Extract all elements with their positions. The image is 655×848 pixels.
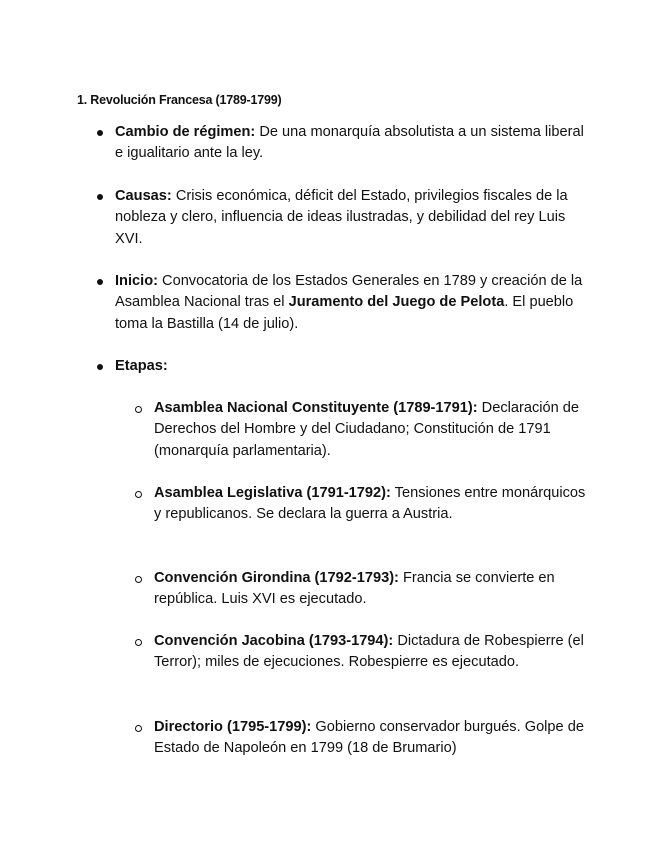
item-text: Convocatoria de los Estados Generales en 1789 y creación de la Asamblea Nacional tras el: [115, 273, 583, 311]
list-item-cambio: [115, 122, 585, 165]
bullet-circle-icon: [135, 576, 142, 583]
sub-item-text: Declaración de Derechos del Hombre y del Ciudadano; Constitución de 1791 (monarquía parlamentaria).: [154, 400, 580, 459]
item-text-2: . El pueblo toma la Bastilla (14 de julio).: [115, 294, 574, 332]
bullet-circle-icon: [135, 406, 142, 413]
sub-item-text: Francia se convierte en república. Luis XVI es ejecutado.: [154, 570, 555, 608]
sub-item-legislativa: [154, 483, 594, 526]
sub-item-constituyente: [154, 398, 594, 462]
item-bold: Cambio de régimen:: [115, 124, 256, 140]
sub-item-bold: Convención Jacobina (1793-1794):: [154, 633, 394, 649]
section-heading: 1. Revolución Francesa (1789-1799): [77, 93, 282, 107]
sub-item-text: Dictadura de Robespierre (el Terror); miles de ejecuciones. Robespierre es ejecutado.: [154, 633, 584, 671]
bullet-disc-icon: [97, 194, 103, 200]
sub-item-bold: Asamblea Legislativa (1791-1792):: [154, 485, 391, 501]
item-text: De una monarquía absolutista a un sistema liberal e igualitario ante la ley.: [115, 124, 584, 162]
bullet-disc-icon: [97, 364, 103, 370]
sub-item-jacobina: [154, 631, 594, 674]
sub-item-bold: Asamblea Nacional Constituyente (1789-1791):: [154, 400, 478, 416]
bullet-disc-icon: [97, 279, 103, 285]
bullet-disc-icon: [97, 130, 103, 136]
item-bold: Inicio:: [115, 273, 158, 289]
sub-item-girondina: [154, 568, 594, 611]
sub-item-bold: Directorio (1795-1799):: [154, 719, 312, 735]
list-item-inicio: [115, 271, 585, 335]
bullet-circle-icon: [135, 639, 142, 646]
sub-item-directorio: [154, 717, 594, 760]
bullet-circle-icon: [135, 491, 142, 498]
item-bold: Causas:: [115, 188, 172, 204]
item-bold: Etapas:: [115, 358, 168, 374]
list-item-causas: [115, 186, 585, 250]
item-bold-2: Juramento del Juego de Pelota: [288, 294, 505, 311]
sub-item-text: Gobierno conservador burgués. Golpe de Estado de Napoleón en 1799 (18 de Brumario): [154, 719, 584, 757]
sub-item-text: Tensiones entre monárquicos y republicanos. Se declara la guerra a Austria.: [154, 485, 586, 523]
item-text: Crisis económica, déficit del Estado, privilegios fiscales de la nobleza y clero, influencia de ideas ilustradas, y debilidad del rey Luis XVI.: [115, 188, 568, 247]
bullet-circle-icon: [135, 725, 142, 732]
sub-item-bold: Convención Girondina (1792-1793):: [154, 570, 399, 586]
list-item-etapas: [115, 356, 585, 377]
